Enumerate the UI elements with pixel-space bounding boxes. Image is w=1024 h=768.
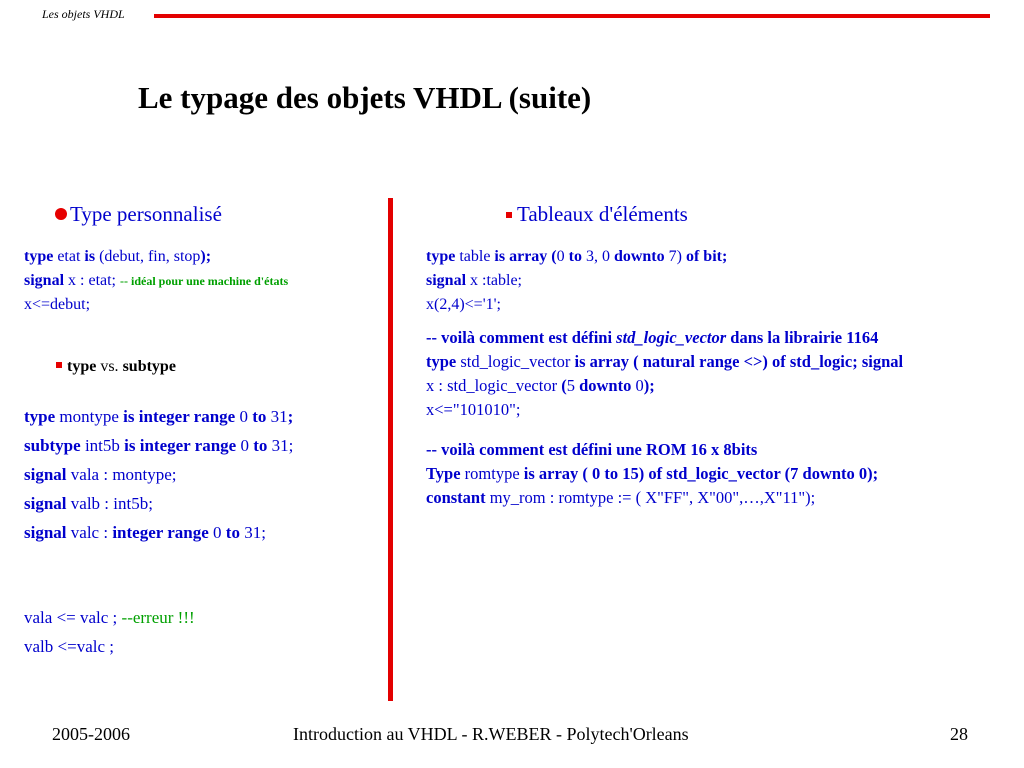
code-line: x(2,4)<='1'; xyxy=(426,296,501,313)
code-line: signal x :table; xyxy=(426,272,522,289)
right-section-title-text: Tableaux d'éléments xyxy=(517,202,688,226)
left-code-block-2 xyxy=(24,402,293,547)
code-line: type table is array (0 to 3, 0 downto 7) of bit; xyxy=(426,248,728,265)
left-section-title xyxy=(55,202,222,227)
code-line: signal valb : int5b; xyxy=(24,494,153,513)
code-line: Type romtype is array ( 0 to 15) of std_logic_vector (7 downto 0); xyxy=(426,464,879,483)
header-label: Les objets VHDL xyxy=(42,7,125,21)
column-divider xyxy=(388,198,393,701)
code-line: x : std_logic_vector (5 downto 0); xyxy=(426,376,655,395)
code-line: signal vala : montype; xyxy=(24,465,177,484)
right-section-title xyxy=(506,202,688,227)
code-line: type etat is (debut, fin, stop); xyxy=(24,248,212,265)
left-code-block-1 xyxy=(24,245,288,317)
code-line: -- voilà comment est défini std_logic_vector dans la librairie 1164 xyxy=(426,328,879,347)
footer-course: Introduction au VHDL - R.WEBER - Polytech'Orleans xyxy=(293,724,689,744)
code-line: valb <=valc ; xyxy=(24,637,114,656)
footer-date: 2005-2006 xyxy=(52,724,130,744)
code-line: -- voilà comment est défini une ROM 16 x 8bits xyxy=(426,440,758,459)
code-line: x<="101010"; xyxy=(426,400,521,419)
bullet-square-icon xyxy=(56,362,62,368)
bullet-disc-icon xyxy=(55,208,67,220)
code-line: x<=debut; xyxy=(24,296,91,313)
left-section-title-text: Type personnalisé xyxy=(70,202,222,226)
slide-title: Le typage des objets VHDL (suite) xyxy=(138,80,592,115)
code-line: subtype int5b is integer range 0 to 31; xyxy=(24,436,294,455)
code-line: signal x : etat; -- idéal pour une machine d'états xyxy=(24,272,289,289)
code-line: constant my_rom : romtype := ( X"FF", X"00",…,X"11"); xyxy=(426,488,816,507)
code-line: vala <= valc ; --erreur !!! xyxy=(24,608,195,627)
left-code-block-3 xyxy=(24,603,195,661)
right-code-block-1 xyxy=(426,245,727,317)
bullet-square-icon xyxy=(506,212,512,218)
footer-page-number: 28 xyxy=(950,724,968,744)
right-code-block-2 xyxy=(426,326,903,422)
header-rule xyxy=(154,14,990,18)
code-line: type std_logic_vector is array ( natural range <>) of std_logic; signal xyxy=(426,352,904,371)
type-vs-subtype-heading: type vs. subtype xyxy=(56,358,176,376)
code-line: signal valc : integer range 0 to 31; xyxy=(24,523,266,542)
right-code-block-3 xyxy=(426,438,878,510)
code-comment: --erreur !!! xyxy=(121,608,195,627)
code-line: type montype is integer range 0 to 31; xyxy=(24,407,294,426)
code-comment: -- idéal pour une machine d'états xyxy=(120,274,289,288)
